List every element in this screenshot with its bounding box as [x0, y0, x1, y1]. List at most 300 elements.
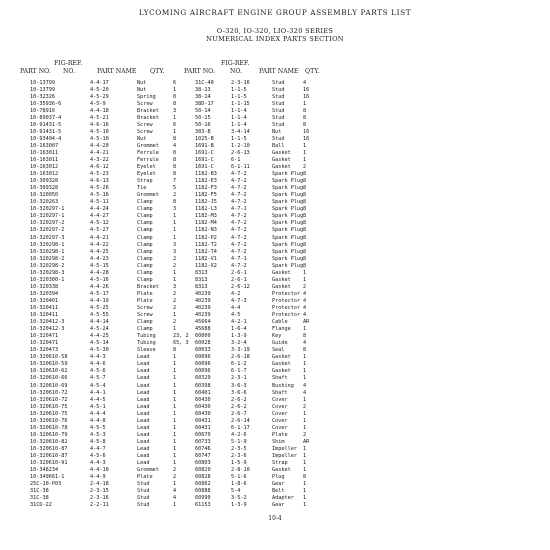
part-no-cell: 60828 [195, 474, 211, 481]
part-no-cell: 40239 [195, 297, 211, 304]
qty-cell: 16 [303, 86, 310, 93]
qty-cell: 1 [303, 361, 307, 368]
part-no-cell: 60746 [195, 445, 211, 452]
qty-cell: 4 [303, 305, 307, 311]
part-no-cell: 10-320610-72 [30, 389, 68, 396]
part-name-cell: Guide [272, 340, 288, 347]
part-name-cell: Gasket [272, 269, 291, 276]
fig-ref-cell: 1-3-9 [231, 333, 247, 340]
fig-ref-cell: 4-4-19 [90, 297, 109, 304]
qty-cell: 8 [303, 199, 307, 206]
table-row [180, 495, 330, 502]
qty-cell: 4 [303, 297, 307, 304]
fig-ref-cell: 1-1-4 [231, 114, 247, 121]
qty-cell: 3 [173, 206, 177, 213]
qty-cell: 1 [173, 269, 177, 276]
part-name-cell: Clamp [137, 220, 153, 227]
table-row [0, 375, 180, 382]
qty-cell: 8 [303, 255, 307, 262]
table-row [0, 291, 180, 298]
table-row [0, 87, 180, 94]
qty-cell: 1 [173, 382, 177, 389]
part-name-cell: Nut [137, 86, 147, 93]
fig-ref-cell: 4-5-4 [90, 382, 106, 389]
part-no-cell: 60803 [195, 460, 211, 467]
part-no-cell: 1025-B [195, 135, 214, 142]
qty-cell: AR [303, 438, 310, 445]
part-no-cell: 1182-B3 [195, 171, 217, 178]
qty-cell: 1 [173, 276, 177, 283]
qty-cell: 4 [303, 382, 307, 389]
table-row [0, 157, 180, 164]
table-row [0, 390, 180, 397]
qty-cell: 1 [173, 213, 177, 220]
table-row [0, 460, 180, 467]
qty-cell: 8 [173, 149, 177, 156]
qty-cell: 8 [303, 107, 307, 114]
fig-ref-cell: 2-4-18 [90, 481, 109, 488]
part-name-cell: Nut [137, 135, 147, 142]
part-no-cell: 1182-L3 [195, 206, 217, 213]
fig-ref-cell: 4-4-25 [90, 333, 109, 340]
part-name-cell: Spark Plug [272, 241, 304, 248]
part-no-cell: 10-163011 [30, 157, 59, 164]
part-name-cell: Lead [137, 460, 150, 467]
part-name-cell: Gasket [272, 149, 291, 156]
table-row [0, 418, 180, 425]
table-row [180, 171, 330, 178]
part-name-cell: Cover [272, 417, 288, 424]
qty-cell: 1 [303, 445, 307, 452]
qty-cell: 1 [303, 452, 307, 459]
fig-ref-cell: 2-8-10 [231, 467, 250, 474]
part-name-cell: Tubing [137, 340, 156, 347]
part-name-cell: Bracket [137, 114, 159, 121]
part-name-cell: Clamp [137, 269, 153, 276]
fig-ref-no-label: NO. [230, 67, 243, 75]
fig-ref-cell: 4-6-13 [90, 178, 109, 185]
fig-ref-cell: 4-7-2 [231, 199, 247, 206]
fig-ref-cell: 4-2 [231, 290, 241, 297]
fig-ref-cell: 2-6-2 [231, 396, 247, 403]
part-name-cell: Flange [272, 326, 291, 333]
fig-ref-cell: 4-4-26 [90, 283, 109, 290]
qty-cell: 4 [173, 142, 177, 149]
fig-ref-cell: 2-6-1 [231, 276, 247, 283]
part-name-cell: Tubing [137, 333, 156, 340]
table-row [180, 115, 330, 122]
part-name-cell: Stud [272, 100, 285, 107]
part-name-cell: Plate [137, 474, 153, 481]
table-row [180, 439, 330, 446]
table-row [180, 347, 330, 354]
part-no-cell: 50-15 [195, 114, 211, 121]
part-name-cell: Clamp [137, 213, 153, 220]
fig-ref-cell: 2-3-5 [231, 445, 247, 452]
part-no-cell: 10-320298-1 [30, 241, 65, 248]
table-row [180, 143, 330, 150]
part-name-cell: Plate [137, 297, 153, 304]
fig-ref-cell: 1-1-4 [231, 121, 247, 128]
qty-cell: 5 [173, 185, 177, 192]
part-no-cell: 60096 [195, 368, 211, 375]
qty-cell: 1 [303, 460, 307, 467]
table-row [0, 115, 180, 122]
fig-ref-cell: 4-5-6 [90, 452, 106, 459]
part-name-cell: Lead [137, 382, 150, 389]
qty-cell: 1 [303, 368, 307, 375]
fig-ref-cell: 4-5-14 [90, 340, 109, 347]
table-row [0, 333, 189, 340]
table-row [0, 270, 180, 277]
table-row [0, 199, 180, 206]
part-no-cell: 10-13799 [30, 79, 55, 86]
qty-cell: 1 [303, 481, 307, 488]
table-row [180, 256, 330, 263]
part-name-header-right: PART NAME [259, 68, 299, 75]
table-row [180, 411, 330, 418]
table-row [0, 136, 180, 143]
fig-ref-cell: 4-5-21 [90, 114, 109, 121]
qty-cell: 4 [173, 488, 177, 495]
fig-ref-cell: 1-6-4 [231, 326, 247, 333]
table-row [0, 178, 180, 185]
part-name-cell: Grommet [137, 142, 159, 149]
part-name-cell: Screw [137, 121, 153, 128]
part-no-cell: 10-320610-59 [30, 361, 68, 368]
part-name-cell: Bracket [137, 283, 159, 290]
part-no-cell: 10-163011 [30, 149, 59, 156]
fig-ref-cell: 4-5-6 [90, 368, 106, 375]
part-no-cell: 60820 [195, 467, 211, 474]
fig-ref-cell: 4-5-26 [90, 185, 109, 192]
fig-ref-cell: 4-4-18 [90, 107, 109, 114]
part-no-cell: 10-320298-2 [30, 255, 65, 262]
fig-ref-cell: 6-1-7 [231, 368, 247, 375]
table-row [0, 80, 180, 87]
part-no-cell: 60862 [195, 481, 211, 488]
table-row [180, 136, 330, 143]
qty-cell: 2 [173, 255, 177, 262]
qty-cell: 1 [173, 86, 177, 93]
qty-cell: 4 [303, 340, 307, 347]
table-row [0, 453, 180, 460]
part-name-cell: Protector [272, 312, 301, 319]
part-name-cell: Cable [272, 319, 288, 326]
table-row [0, 213, 180, 220]
fig-ref-cell: 4-4-27 [90, 213, 109, 220]
part-no-header-right: PART NO. [184, 68, 215, 75]
table-row [180, 361, 330, 368]
part-no-cell: 10-320394 [30, 290, 59, 297]
part-no-cell: 1182-F3 [195, 185, 217, 192]
qty-cell: 1 [303, 467, 307, 474]
qty-cell: 3 [173, 107, 177, 114]
table-row [0, 101, 180, 108]
part-no-cell: 1182-P2 [195, 234, 217, 241]
table-row [180, 319, 330, 326]
table-row [0, 171, 180, 178]
table-row [0, 122, 180, 129]
table-row [180, 235, 330, 242]
qty-cell: 8 [173, 164, 177, 171]
fig-ref-cell: 4-4-17 [90, 79, 109, 86]
qty-cell: 8 [303, 121, 307, 128]
part-no-cell: 10-320297-1 [30, 206, 65, 213]
part-name-cell: Lead [137, 396, 150, 403]
part-name-cell: Spark Plug [272, 227, 304, 234]
part-no-cell: 10-320263 [30, 199, 59, 206]
table-row [0, 164, 180, 171]
table-row [180, 263, 330, 270]
part-no-cell: 10-320610-79 [30, 431, 68, 438]
fig-ref-cell: 4-5-3 [90, 431, 106, 438]
part-name-cell: Cover [272, 403, 288, 410]
fig-ref-cell: 5-4 [231, 488, 241, 495]
table-row [180, 220, 330, 227]
part-name-cell: Belt [272, 488, 285, 495]
table-row [0, 94, 180, 101]
fig-ref-cell: 4-4-8 [90, 417, 106, 424]
fig-ref-cell: 1-3-9 [231, 502, 247, 509]
qty-cell: 2 [173, 474, 177, 481]
document-title: LYCOMING AIRCRAFT ENGINE GROUP ASSEMBLY PARTS LIST [138, 8, 412, 17]
part-no-cell: 60401 [195, 389, 211, 396]
qty-cell: 2 [303, 164, 307, 171]
table-row [0, 368, 180, 375]
fig-ref-cell: 2-3-15 [90, 488, 109, 495]
fig-ref-label: FIG-REF. [221, 60, 250, 67]
table-row [180, 502, 330, 509]
qty-cell: 1 [173, 114, 177, 121]
fig-ref-cell: 2-6-1 [231, 269, 247, 276]
part-no-cell: 60747 [195, 452, 211, 459]
part-name-cell: Stud [272, 121, 285, 128]
part-name-cell: Clamp [137, 234, 153, 241]
fig-ref-cell: 4-7-3 [231, 297, 247, 304]
qty-cell: 8 [303, 206, 307, 213]
part-name-cell: Clamp [137, 241, 153, 248]
fig-ref-cell: 1-1-15 [231, 100, 250, 107]
part-no-cell: 60733 [195, 438, 211, 445]
part-name-cell: Stud [272, 135, 285, 142]
part-no-cell: 383-B [195, 128, 211, 135]
part-no-cell: 60430 [195, 396, 211, 403]
table-row [180, 312, 330, 319]
part-name-cell: Eyelet [137, 171, 156, 178]
fig-ref-cell: 4-4-21 [90, 234, 109, 241]
table-row [0, 284, 180, 291]
part-name-cell: Shim [272, 438, 285, 445]
part-no-cell: 40239 [195, 290, 211, 297]
part-no-cell: 60670 [195, 431, 211, 438]
fig-ref-cell: 4-4-7 [90, 445, 106, 452]
part-name-cell: Spark Plug [272, 171, 304, 178]
table-row [180, 305, 330, 312]
qty-header-left: QTY. [150, 68, 165, 75]
fig-ref-cell: 4-5 [231, 312, 241, 319]
qty-cell: 7 [173, 178, 177, 185]
fig-ref-cell: 4-7-2 [231, 220, 247, 227]
fig-ref-cell: 4-2-1 [231, 319, 247, 326]
part-no-cell: 60430 [195, 403, 211, 410]
part-no-cell: 10-349661-1 [30, 474, 65, 481]
part-name-cell: Cover [272, 410, 288, 417]
qty-cell: 2 [303, 431, 307, 438]
fig-ref-cell: 4-5-16 [90, 192, 109, 199]
table-row [0, 129, 180, 136]
table-row [180, 249, 330, 256]
part-name-cell: Gear [272, 481, 285, 488]
table-row [180, 270, 330, 277]
table-row [0, 150, 180, 157]
table-row [180, 122, 330, 129]
part-no-cell: 1182-M4 [195, 220, 217, 227]
qty-cell: 8 [303, 213, 307, 220]
fig-ref-cell: 4-4-9 [90, 474, 106, 481]
part-no-header-left: PART NO. [20, 68, 51, 75]
part-no-cell: 10-320610-75 [30, 410, 68, 417]
part-no-cell: 38-14 [195, 93, 211, 100]
qty-cell: 1 [173, 424, 177, 431]
part-name-cell: Clamp [137, 199, 153, 206]
part-no-cell: 1182-J5 [195, 199, 217, 206]
qty-cell: 8 [173, 199, 177, 206]
part-no-cell: 31C-40 [195, 79, 214, 86]
table-row [0, 263, 180, 270]
part-name-cell: Gear [272, 502, 285, 509]
qty-cell: 1 [303, 488, 307, 495]
qty-cell: 3 [173, 283, 177, 290]
fig-ref-cell: 4-5-23 [90, 171, 109, 178]
table-row [180, 333, 330, 340]
part-name-cell: Spark Plug [272, 178, 304, 185]
qty-cell: 8 [303, 227, 307, 234]
qty-cell: 1 [173, 403, 177, 410]
part-no-cell: 10-89037-4 [30, 114, 62, 121]
part-no-cell: 10-309328 [30, 185, 59, 192]
table-row [180, 460, 330, 467]
table-row [0, 220, 180, 227]
part-no-cell: 1182-T2 [195, 241, 217, 248]
fig-ref-cell: 4-5-17 [90, 290, 109, 297]
qty-cell: 1 [173, 481, 177, 488]
qty-cell: 1 [173, 326, 177, 333]
part-name-cell: Plug [272, 474, 285, 481]
fig-ref-cell: 4-7-1 [231, 206, 247, 213]
fig-ref-cell: 1-2-10 [231, 142, 250, 149]
part-name-cell: Spark Plug [272, 213, 304, 220]
fig-ref-cell: 2-3-16 [90, 495, 109, 502]
qty-cell: 1 [173, 375, 177, 382]
part-no-cell: 1182-M3 [195, 213, 217, 220]
qty-cell: 8 [303, 192, 307, 199]
qty-cell: 1 [303, 100, 307, 107]
fig-ref-cell: 2-2-11 [90, 502, 109, 509]
part-name-cell: Spark Plug [272, 255, 304, 262]
fig-ref-cell: 4-5-27 [90, 227, 109, 234]
part-no-cell: 10-320610-75 [30, 403, 68, 410]
part-name-cell: Clamp [137, 227, 153, 234]
fig-ref-cell: 4-7-2 [231, 178, 247, 185]
part-no-cell: 10-32326 [30, 93, 55, 100]
part-name-cell: Stud [272, 79, 285, 86]
fig-ref-cell: 4-5-20 [90, 86, 109, 93]
fig-ref-cell: 4-4-24 [90, 206, 109, 213]
table-row [180, 418, 330, 425]
part-name-cell: Plate [272, 431, 288, 438]
part-name-cell: Lead [137, 431, 150, 438]
part-no-cell: 1182-F5 [195, 192, 217, 199]
fig-ref-cell: 6-1-17 [231, 424, 250, 431]
part-name-cell: Stud [137, 495, 150, 502]
qty-cell: 1 [303, 424, 307, 431]
part-no-cell: 10-320298-3 [30, 269, 65, 276]
table-row [180, 94, 330, 101]
fig-ref-cell: 4-5-55 [90, 312, 109, 319]
fig-ref-cell: 3-2-4 [231, 340, 247, 347]
part-no-cell: 10-320300-1 [30, 276, 65, 283]
fig-ref-cell: 4-5-5 [90, 424, 106, 431]
fig-ref-cell: 2-6-14 [231, 417, 250, 424]
part-name-cell: Clamp [137, 248, 153, 255]
qty-cell: 8 [303, 333, 307, 340]
part-name-cell: Lead [137, 452, 150, 459]
table-row [0, 340, 189, 347]
fig-ref-cell: 4-7-2 [231, 171, 247, 178]
part-no-cell: 40239 [195, 305, 211, 311]
part-name-cell: Tie [137, 185, 147, 192]
qty-cell: 1 [303, 157, 307, 164]
qty-cell: 1 [173, 445, 177, 452]
part-no-cell: 60000 [195, 333, 211, 340]
part-name-cell: Bushing [272, 382, 294, 389]
part-name-cell: Seal [272, 347, 285, 354]
part-name-cell: Spark Plug [272, 248, 304, 255]
part-name-cell: Clamp [137, 319, 153, 326]
fig-ref-cell: 4-4-4 [90, 410, 106, 417]
part-name-cell: Gasket [272, 467, 291, 474]
qty-cell: 4 [173, 495, 177, 502]
table-row [180, 157, 330, 164]
table-row [180, 227, 330, 234]
part-no-cell: 10-13799 [30, 86, 55, 93]
part-name-cell: Spark Plug [272, 220, 304, 227]
fig-ref-cell: 4-4-23 [90, 255, 109, 262]
table-row [180, 432, 330, 439]
table-row [0, 361, 180, 368]
qty-cell: 1 [303, 142, 307, 149]
table-row [180, 390, 330, 397]
table-row [0, 404, 180, 411]
qty-cell: 2 [173, 305, 177, 311]
fig-ref-cell: 2-6-12 [231, 283, 250, 290]
part-no-cell: 10-163012 [30, 164, 59, 171]
part-no-cell: 50-14 [195, 107, 211, 114]
part-name-cell: Stud [272, 93, 285, 100]
fig-ref-cell: 4-4-20 [90, 142, 109, 149]
fig-ref-cell: 6-1 [231, 157, 241, 164]
part-no-cell: 10-320297-2 [30, 227, 65, 234]
table-row [0, 298, 180, 305]
qty-cell: 8 [303, 185, 307, 192]
fig-ref-cell: 4-3-22 [90, 157, 109, 164]
table-row [0, 277, 180, 284]
fig-ref-cell: 5-1-9 [231, 438, 247, 445]
fig-ref-cell: 4-4-21 [90, 149, 109, 156]
part-no-cell: 31CD-22 [30, 502, 52, 509]
part-no-cell: 60028 [195, 340, 211, 347]
